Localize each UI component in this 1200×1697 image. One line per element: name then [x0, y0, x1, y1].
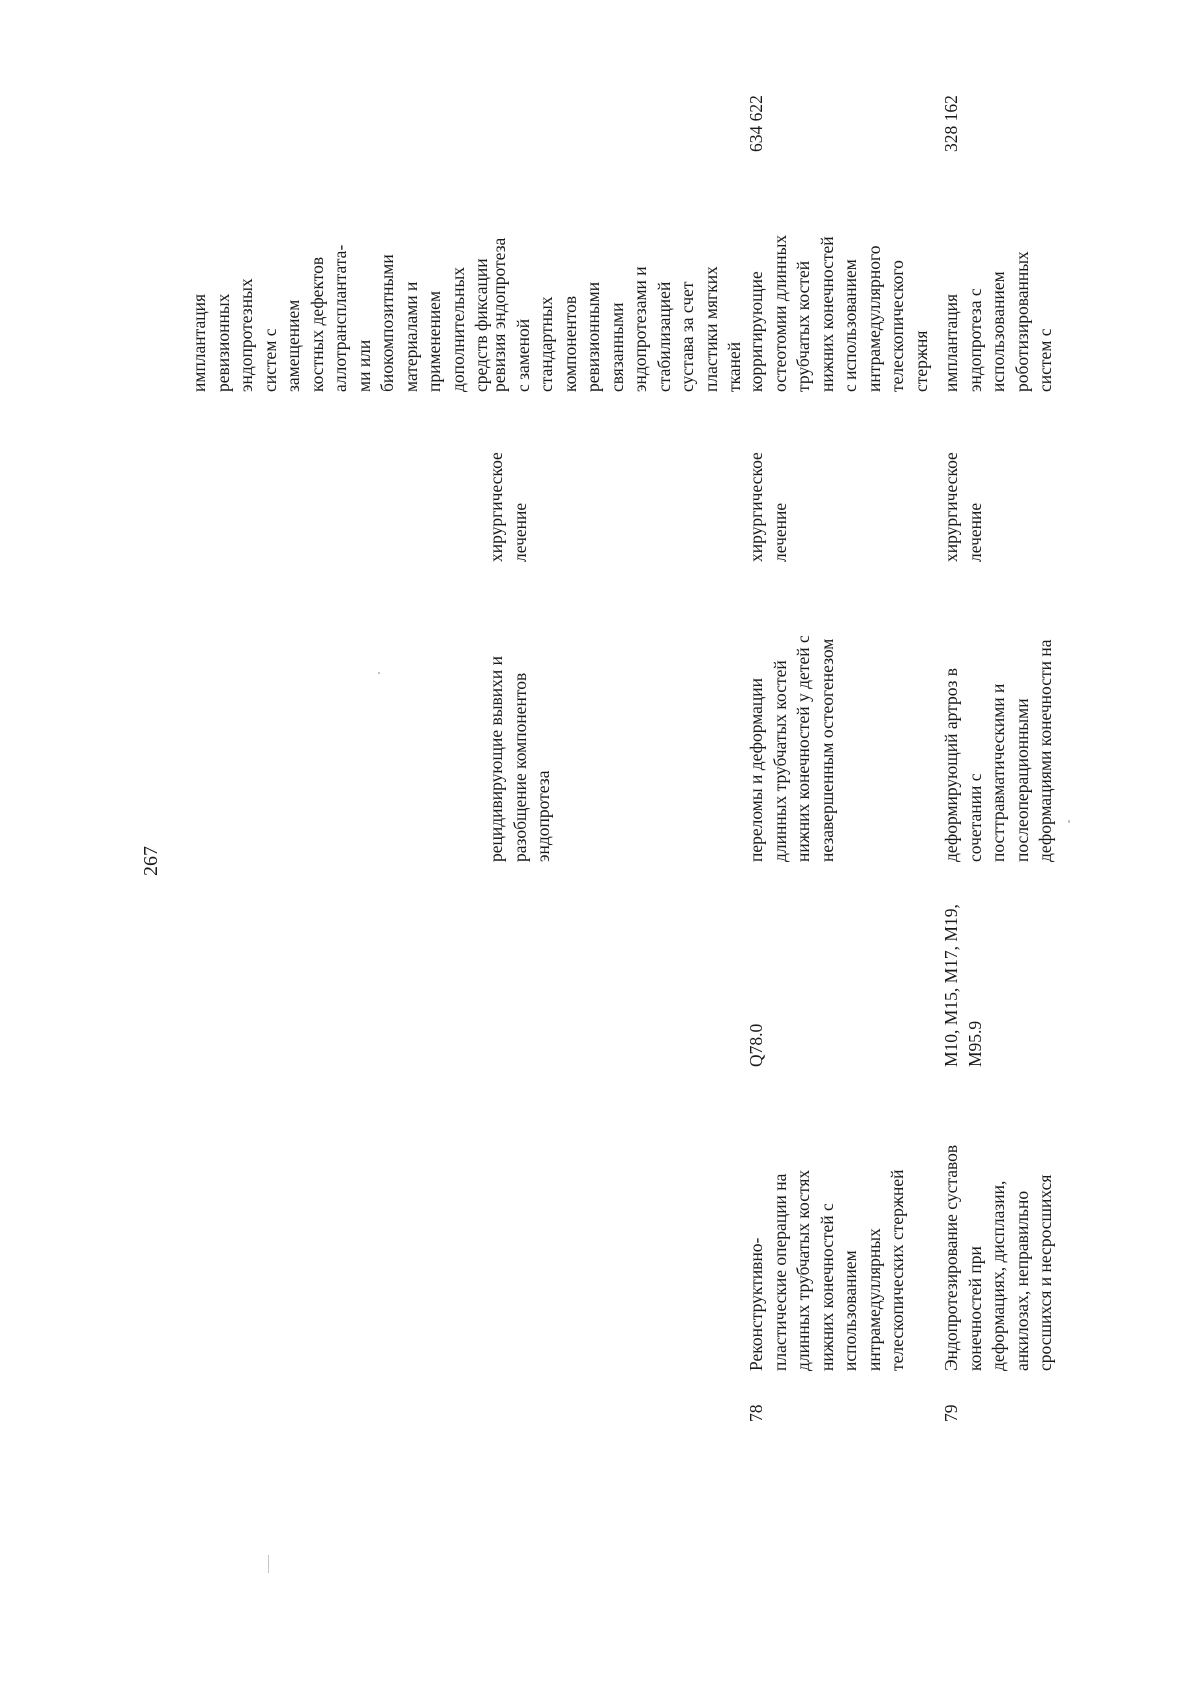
diagnosis-text: деформирующий артроз в сочетании с посттравматическими и послеоперационными деформациями конечности на: [941, 639, 1055, 862]
scan-speck: [1068, 820, 1070, 823]
procedure-name: Реконструктивно- пластические операции на длинных трубчатых костях нижних конечностей с использованием интрамедуллярных телескопических стержней: [746, 1169, 907, 1371]
price: 634 622: [746, 95, 766, 152]
treatment-method: корригирующие остеотомии длинных трубчатых костей нижних конечностей с использованием интрамедуллярного телескопического стержня: [746, 234, 931, 392]
diagnosis-text: переломы и деформации длинных трубчатых костей нижних конечностей у детей с незавершенным остеогенезом: [746, 635, 837, 862]
scan-speck: [268, 1555, 269, 1573]
diagnosis-code: M10, M15, M17, M19, M95.9: [941, 904, 985, 1067]
row-number: 79: [941, 1404, 961, 1422]
scan-speck: [378, 672, 380, 674]
price: 328 162: [941, 95, 961, 152]
procedure-name: Эндопротезирование суставов конечностей при деформациях, дисплазии, анкилозах, неправильно сросшихся и несросшихся: [941, 1144, 1055, 1371]
treatment-type: хирургическое лечение: [746, 452, 790, 562]
treatment-method: имплантация эндопротеза с использованием роботизированных систем с: [941, 251, 1055, 392]
row-number: 78: [746, 1404, 766, 1422]
continued-method-b: ревизия эндопротеза с заменой стандартных компонентов ревизионными связанными эндопротезами и стабилизацией сустава за счет пластики мягких тканей: [489, 237, 744, 392]
treatment-type: хирургическое лечение: [941, 452, 985, 562]
continued-treatment-type: хирургическое лечение: [486, 452, 530, 562]
continued-method-a: имплантация ревизионных эндопротезных систем с замещением костных дефектов аллотрансплантата- ми или биокомпозитными материалами и применением дополнительных средств фиксации: [189, 244, 491, 392]
page-number: 267: [140, 846, 162, 876]
continued-diagnosis: рецидивирующие вывихи и разобщение компонентов эндопротеза: [486, 656, 553, 862]
diagnosis-code: Q78.0: [746, 1023, 766, 1067]
